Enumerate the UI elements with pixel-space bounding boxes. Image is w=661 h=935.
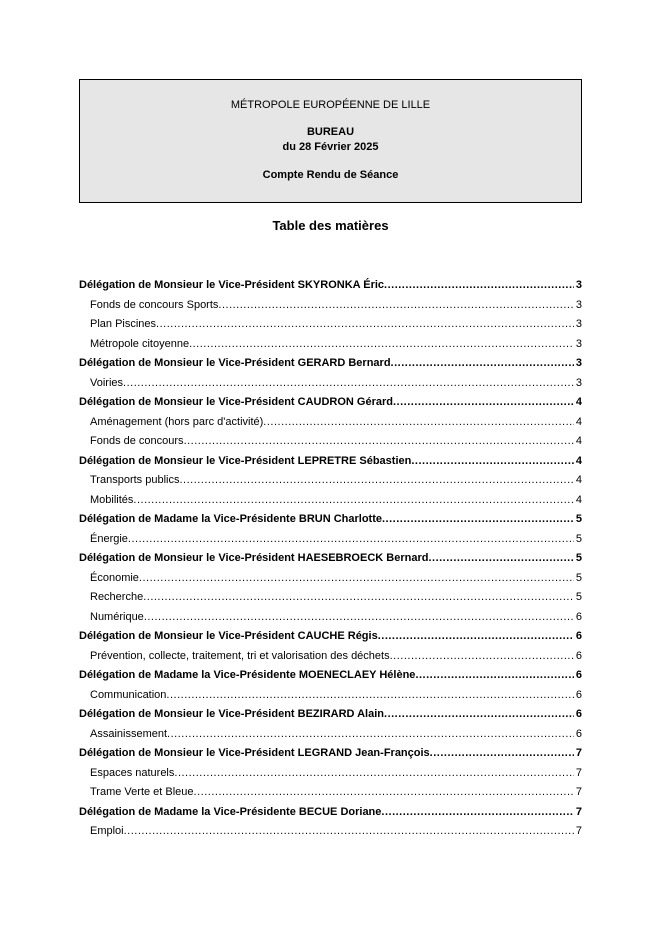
toc-dot-leader [143,588,574,608]
toc-entry-title: Voiries [90,376,124,389]
toc-subsection-entry[interactable] [79,335,582,355]
toc-dot-leader [179,471,573,491]
toc-page-number: 7 [575,747,582,759]
toc-subsection-entry[interactable] [79,725,582,745]
toc-entry-title: Délégation de Monsieur le Vice-Président HAESEBROECK Bernard [79,552,429,564]
toc-section-entry[interactable] [79,705,582,725]
toc-dot-leader [144,608,574,628]
toc-subsection-entry[interactable] [79,647,582,667]
toc-subsection-entry[interactable] [79,822,582,842]
toc-dot-leader [124,822,574,842]
toc-entry-title: Recherche [90,591,144,603]
toc-page-number: 4 [575,474,582,486]
toc-section-entry[interactable] [79,452,582,472]
toc-page-number: 3 [575,279,582,291]
meeting-date: du 28 Février 2025 [282,141,379,153]
toc-page-number: 5 [575,571,582,584]
toc-dot-leader [167,725,574,745]
toc-dot-leader [156,315,574,335]
toc-section-entry[interactable] [79,393,582,413]
toc-dot-leader [384,276,574,296]
document-title: BUREAU [306,126,355,138]
toc-entry-title: Délégation de Madame la Vice-Présidente BECUE Doriane [79,805,382,818]
document-header-box [79,79,582,203]
toc-entry-title: Délégation de Monsieur le Vice-Président GERARD Bernard [79,357,391,369]
toc-subsection-entry[interactable] [79,783,582,803]
toc-dot-leader [139,569,574,589]
toc-entry-title: Plan Piscines [90,318,157,330]
toc-section-entry[interactable] [79,276,582,296]
toc-section-entry[interactable] [79,354,582,374]
toc-section-entry[interactable] [79,666,582,686]
toc-page-number: 3 [575,298,582,311]
toc-entry-title: Espaces naturels [90,766,175,779]
toc-dot-leader [194,783,574,803]
toc-page-number: 5 [575,552,582,564]
toc-page-number: 5 [575,532,582,545]
toc-page-number: 4 [575,493,582,506]
toc-page-number: 5 [575,513,582,525]
toc-page-number: 4 [575,396,582,408]
toc-entry-title: Délégation de Madame la Vice-Présidente MOENECLAEY Hélène [79,669,416,681]
toc-dot-leader [382,510,574,530]
toc-page-number: 6 [575,727,582,740]
toc-entry-title: Numérique [90,610,144,623]
toc-entry-title: Prévention, collecte, traitement, tri et valorisation des déchets [90,649,390,662]
toc-entry-title: Communication [90,688,167,701]
toc-dot-leader [123,374,574,394]
toc-section-entry[interactable] [79,510,582,530]
toc-entry-title: Fonds de concours Sports [90,298,219,311]
toc-dot-leader [378,627,574,647]
toc-subsection-entry[interactable] [79,374,582,394]
toc-subsection-entry[interactable] [79,530,582,550]
toc-page-number: 6 [575,708,582,720]
toc-section-entry[interactable] [79,549,582,569]
toc-entry-title: Délégation de Madame la Vice-Présidente BRUN Charlotte [79,513,382,525]
toc-page-number: 7 [575,766,582,779]
toc-page-number: 7 [575,786,582,798]
toc-dot-leader [381,803,573,823]
toc-subsection-entry[interactable] [79,296,582,316]
toc-entry-title: Économie [90,571,139,584]
toc-dot-leader [174,764,573,784]
table-of-contents [79,276,582,842]
toc-entry-title: Délégation de Monsieur le Vice-Président BEZIRARD Alain [79,708,385,720]
toc-page-number: 6 [575,630,582,642]
toc-entry-title: Transports publics [90,474,180,486]
toc-entry-title: Emploi [90,825,124,837]
toc-dot-leader [391,354,574,374]
toc-section-entry[interactable] [79,627,582,647]
toc-page-number: 4 [575,415,582,428]
toc-entry-title: Trame Verte et Bleue [90,786,194,798]
organization-name: MÉTROPOLE EUROPÉENNE DE LILLE [230,99,431,111]
toc-entry-title: Assainissement [90,727,168,740]
toc-entry-title: Délégation de Monsieur le Vice-Président LEGRAND Jean-François [79,747,430,759]
toc-page-number: 7 [575,825,582,837]
toc-page-number: 3 [575,337,582,350]
document-subtitle: Compte Rendu de Séance [262,169,399,181]
toc-subsection-entry[interactable] [79,315,582,335]
toc-section-entry[interactable] [79,744,582,764]
toc-entry-title: Aménagement (hors parc d'activité) [90,415,264,428]
toc-entry-title: Fonds de concours [90,435,184,447]
toc-page-number: 4 [575,435,582,447]
toc-dot-leader [184,432,574,452]
toc-dot-leader [428,549,573,569]
toc-entry-title: Énergie [90,532,128,545]
toc-page-number: 3 [575,376,582,389]
toc-page-number: 3 [575,318,582,330]
toc-entry-title: Délégation de Monsieur le Vice-Président SKYRONKA Éric [79,279,385,291]
toc-dot-leader [133,491,573,511]
toc-dot-leader [430,744,574,764]
toc-page-number: 6 [575,649,582,662]
toc-subsection-entry[interactable] [79,764,582,784]
toc-page-number: 3 [575,357,582,369]
toc-page-number: 5 [575,591,582,603]
toc-page-number: 6 [575,688,582,701]
toc-dot-leader [263,413,574,433]
toc-dot-leader [390,647,574,667]
toc-subsection-entry[interactable] [79,413,582,433]
toc-page-number: 6 [575,669,582,681]
toc-subsection-entry[interactable] [79,588,582,608]
toc-entry-title: Délégation de Monsieur le Vice-Président LEPRETRE Sébastien [79,454,412,467]
toc-dot-leader [189,335,574,355]
toc-subsection-entry[interactable] [79,608,582,628]
toc-entry-title: Métropole citoyenne [90,337,190,350]
toc-dot-leader [415,666,573,686]
toc-entry-title: Délégation de Monsieur le Vice-Président CAUCHE Régis [79,630,378,642]
toc-dot-leader [166,686,573,706]
toc-section-entry[interactable] [79,803,582,823]
toc-page-number: 6 [575,610,582,623]
toc-entry-title: Délégation de Monsieur le Vice-Président CAUDRON Gérard [79,396,393,408]
toc-heading: Table des matières [272,218,389,233]
toc-subsection-entry[interactable] [79,471,582,491]
toc-page-number: 4 [575,454,582,467]
toc-dot-leader [128,530,574,550]
toc-dot-leader [393,393,574,413]
toc-subsection-entry[interactable] [79,686,582,706]
toc-dot-leader [218,296,573,316]
toc-page-number: 7 [575,805,582,818]
toc-subsection-entry[interactable] [79,432,582,452]
toc-entry-title: Mobilités [90,493,134,506]
toc-subsection-entry[interactable] [79,491,582,511]
toc-dot-leader [411,452,574,472]
toc-subsection-entry[interactable] [79,569,582,589]
toc-dot-leader [384,705,574,725]
